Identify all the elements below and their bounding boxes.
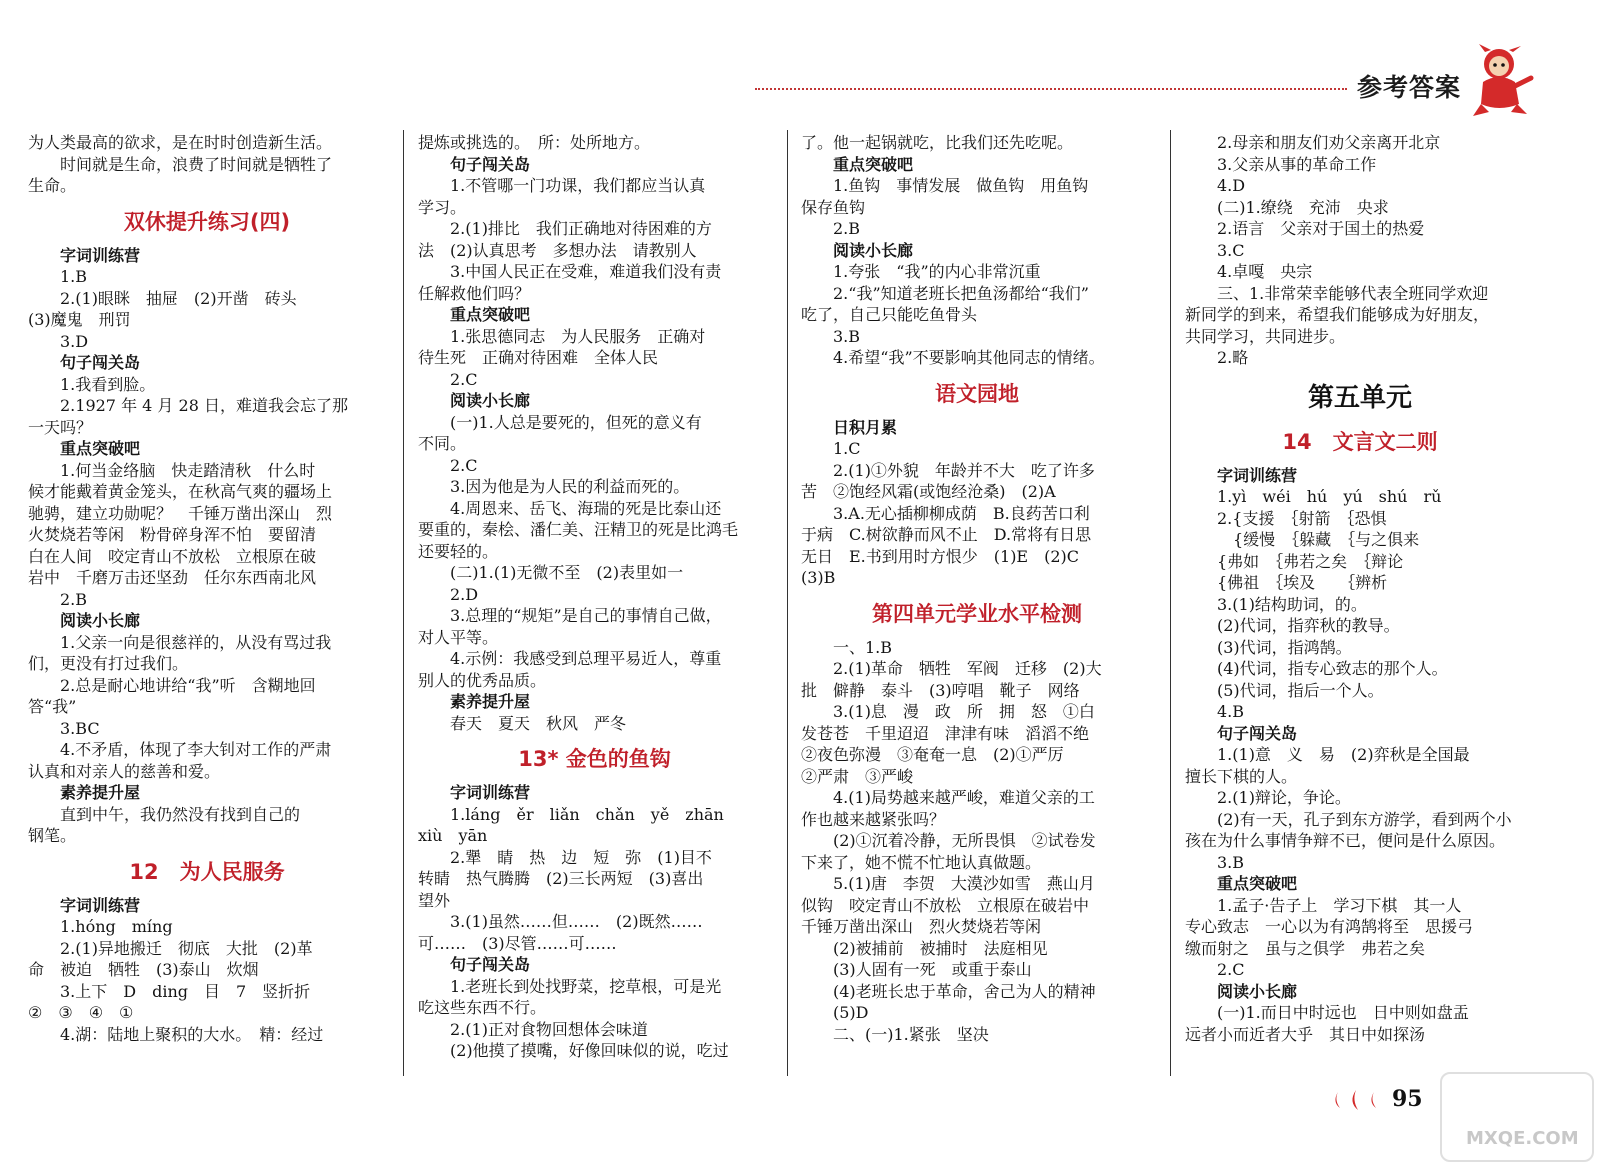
- answer-line: (5)D: [833, 1003, 869, 1022]
- answer-line: xiù yān: [418, 826, 488, 845]
- answer-line: 对人平等。: [418, 627, 499, 647]
- subsection-heading: 素养提升屋: [450, 692, 531, 711]
- answer-line: 火焚烧若等闲 粉骨碎身浑不怕 要留清: [28, 525, 317, 544]
- section-heading: 14 文言文二则: [1282, 429, 1438, 454]
- answer-line: 3.因为他是为人民的利益而死的。: [450, 477, 690, 496]
- answer-line: 似钩 咬定青山不放松 立根原在破岩中: [801, 895, 1090, 915]
- answer-line: 3.C: [1217, 240, 1245, 260]
- answer-line: 1.(1)意 义 易 (2)弈秋是全国最: [1217, 745, 1470, 764]
- answer-line: 2.母亲和朋友们劝父亲离开北京: [1217, 133, 1441, 152]
- answer-line: (2)有一天，孔子到东方游学，看到两个小: [1217, 809, 1512, 829]
- subsection-heading: 字词训练营: [60, 895, 141, 915]
- answer-line: 2.(1)排比 我们正确地对待困难的方: [450, 219, 712, 238]
- answer-line: (5)代词，指后一个人。: [1217, 680, 1384, 700]
- section-heading: 语文园地: [935, 381, 1019, 406]
- answer-line: 一、1.B: [833, 637, 893, 657]
- answer-line: 转睛 热气腾腾 (2)三长两短 (3)喜出: [418, 869, 704, 888]
- answer-column-3: [801, 132, 1153, 1072]
- answer-line: 吃了，自己只能吃鱼骨头: [801, 305, 978, 324]
- answer-line: 待生死 正确对待困难 全体人民: [418, 348, 659, 367]
- answer-line: 1.何当金络脑 快走踏清秋 什么时: [60, 460, 316, 480]
- answer-line: (2)被捕前 被捕时 法庭相见: [833, 938, 1048, 958]
- answer-line: 了。他一起锅就吃，比我们还先吃呢。: [801, 133, 1074, 152]
- answer-line: (二)1.缭绕 充沛 央求: [1217, 197, 1389, 217]
- answer-line: (2)①沉着冷静，无所畏惧 ②试卷发: [833, 831, 1096, 850]
- subsection-heading: 素养提升屋: [60, 783, 141, 802]
- answer-line: 2.语言 父亲对于国土的热爱: [1217, 219, 1425, 238]
- subsection-heading: 字词训练营: [450, 783, 531, 802]
- unit-heading: 第五单元: [1307, 382, 1412, 413]
- answer-line: 保存鱼钩: [801, 197, 866, 217]
- answer-line: 三、1.非常荣幸能够代表全班同学欢迎: [1217, 283, 1489, 303]
- answer-line: 们，更没有打过我们。: [28, 654, 189, 673]
- subsection-heading: 阅读小长廊: [450, 391, 531, 410]
- answer-line: 苦 ②饱经风霜(或饱经沧桑) (2)A: [801, 482, 1056, 501]
- answer-line: 2.(1)革命 牺牲 军阀 迁移 (2)大: [833, 659, 1102, 678]
- subsection-heading: 阅读小长廊: [1217, 981, 1298, 1001]
- answer-line: 1.孟子·告子上 学习下棋 其一人: [1217, 895, 1462, 915]
- answer-line: 5.(1)唐 李贺 大漠沙如雪 燕山月: [833, 874, 1095, 893]
- answer-line: (二)1.(1)无微不至 (2)表里如一: [450, 563, 684, 582]
- answer-line: 望外: [418, 890, 451, 910]
- answer-line: 生命。: [28, 176, 77, 195]
- answer-line: (2)代词，指弈秋的教导。: [1217, 616, 1400, 635]
- subsection-heading: 日积月累: [833, 417, 898, 437]
- subsection-heading: 字词训练营: [60, 245, 141, 265]
- subsection-heading: 重点突破吧: [1217, 874, 1298, 893]
- answer-line: 3.上下 D ding 目 7 竖折折: [60, 981, 311, 1001]
- answer-line: 远者小而近者大乎 其日中如探汤: [1185, 1024, 1426, 1044]
- moon-decoration-icon: [1330, 1086, 1384, 1112]
- answer-column-2: [418, 132, 771, 1072]
- section-heading: 13* 金色的鱼钩: [518, 747, 671, 771]
- answer-line: (3)代词，指鸿鹄。: [1217, 637, 1352, 657]
- answer-line: {弗如 ｛弗若之矣 ｛辩论: [1217, 551, 1404, 571]
- answer-line: 于病 C.树欲静而风不止 D.常将有日思: [801, 525, 1092, 544]
- answer-line: 提炼或挑选的。 所：处所地方。: [418, 133, 651, 152]
- answer-line: (4)老班长忠于革命，舍己为人的精神: [833, 981, 1096, 1001]
- answer-line: ②夜色弥漫 ③奄奄一息 (2)①严厉: [801, 745, 1064, 764]
- subsection-heading: 重点突破吧: [450, 305, 531, 324]
- answer-line: 1.hóng míng: [60, 917, 173, 936]
- answer-line: 1.C: [833, 439, 861, 458]
- answer-line: 4.D: [1217, 176, 1246, 195]
- answer-column-4: [1185, 132, 1535, 1072]
- header-divider: [755, 88, 1347, 90]
- answer-line: 4.示例：我感受到总理平易近人，尊重: [450, 649, 722, 668]
- answer-line: 1.张思德同志 为人民服务 正确对: [450, 326, 706, 346]
- answer-line: 发苍苍 千里迢迢 津津有味 滔滔不绝: [801, 723, 1090, 743]
- answer-line: 孩在为什么事情争辩不已，便问是什么原因。: [1185, 831, 1506, 850]
- answer-line: 吃这些东西不行。: [418, 998, 547, 1017]
- mascot-icon: [1465, 42, 1535, 120]
- answer-line: 认真和对亲人的慈善和爱。: [28, 761, 221, 781]
- answer-line: 新同学的到来，希望我们能够成为好朋友，: [1185, 305, 1490, 324]
- answer-line: 2.(1)眼眯 抽屉 (2)开凿 砖头: [60, 288, 297, 308]
- answer-line: 钢笔。: [28, 826, 77, 845]
- answer-line: 任解救他们吗？: [418, 283, 531, 303]
- answer-line: 为人类最高的欲求，是在时时创造新生活。: [28, 133, 333, 152]
- answer-line: 2.(1)正对食物回想体会味道: [450, 1019, 648, 1039]
- subsection-heading: 句子闯关岛: [60, 353, 141, 372]
- answer-line: 千锤万凿出深山 烈火焚烧若等闲: [801, 917, 1042, 936]
- answer-line: 2.B: [833, 219, 861, 238]
- answer-line: 2.{支援 ｛射箭 ｛恐惧: [1217, 508, 1387, 528]
- subsection-heading: 阅读小长廊: [833, 240, 914, 260]
- answer-line: 白在人间 咬定青山不放松 立根原在破: [28, 546, 317, 566]
- answer-line: (4)代词，指专心致志的那个人。: [1217, 659, 1448, 678]
- answer-line: (一)1.而日中时远也 日中则如盘盂: [1217, 1003, 1469, 1022]
- answer-line: 作也越来越紧张吗？: [801, 809, 946, 829]
- answer-line: 春天 夏天 秋风 严冬: [450, 713, 627, 733]
- answer-line: 共同学习，共同进步。: [1185, 326, 1346, 346]
- answer-line: 1.yì wéi hú yú shú rǔ: [1217, 487, 1442, 506]
- answer-line: 时间就是生命，浪费了时间就是牺牲了: [60, 154, 333, 174]
- answer-column-1: [28, 132, 386, 1072]
- answer-line: (一)1.人总是要死的，但死的意义有: [450, 412, 702, 432]
- column-divider-2: [787, 130, 788, 1076]
- answer-line: 法 (2)认真思考 多想办法 请教别人: [418, 240, 697, 260]
- answer-line: 3.D: [60, 331, 89, 351]
- answer-line: 二、(一)1.紧张 坚决: [833, 1024, 989, 1044]
- answer-line: 还要轻的。: [418, 541, 499, 561]
- subsection-heading: 句子闯关岛: [1217, 723, 1298, 743]
- answer-line: 4.希望“我”不要影响其他同志的情绪。: [833, 348, 1105, 367]
- answer-line: 答“我”: [28, 697, 77, 716]
- answer-line: 可…… (3)尽管……可……: [418, 933, 617, 953]
- answer-line: 1.夸张 “我”的内心非常沉重: [833, 262, 1041, 281]
- answer-line: 2.1927 年 4 月 28 日，难道我会忘了那: [60, 396, 348, 415]
- answer-line: 2.(1)异地搬迁 彻底 大批 (2)革: [60, 938, 313, 958]
- watermark-text: MXQE.COM: [1466, 1128, 1579, 1149]
- subsection-heading: 字词训练营: [1217, 465, 1298, 485]
- answer-line: 专心致志 一心以为有鸿鹄将至 思援弓: [1185, 917, 1474, 936]
- section-heading: 第四单元学业水平检测: [872, 601, 1082, 626]
- answer-line: 4.(1)局势越来越严峻，难道父亲的工: [833, 788, 1095, 807]
- answer-line: 3.BC: [60, 718, 100, 738]
- subsection-heading: 阅读小长廊: [60, 611, 141, 630]
- answer-line: 一天吗？: [28, 417, 93, 437]
- answer-line: 3.(1)虽然……但…… (2)既然……: [450, 912, 703, 931]
- answer-line: 4.卓嘎 央宗: [1217, 262, 1313, 281]
- answer-line: 3.B: [1217, 852, 1245, 872]
- answer-line: 岩中 千磨万击还坚劲 任尔东西南北风: [28, 568, 317, 587]
- answer-line: 2.C: [450, 369, 478, 389]
- answer-line: 1.老班长到处找野菜，挖草根，可是光: [450, 976, 722, 996]
- subsection-heading: 重点突破吧: [833, 154, 914, 174]
- subsection-heading: 句子闯关岛: [450, 955, 531, 974]
- answer-line: (2)他摸了摸嘴，好像回味似的说，吃过: [450, 1041, 729, 1060]
- answer-line: 别人的优秀品质。: [418, 670, 547, 690]
- answer-line: 3.(1)结构助词，的。: [1217, 594, 1367, 614]
- answer-line: 3.A.无心插柳柳成荫 B.良药苦口利: [833, 503, 1090, 523]
- answer-line: 1.鱼钩 事情发展 做鱼钩 用鱼钩: [833, 176, 1089, 195]
- answer-line: ② ③ ④ ①: [28, 1003, 134, 1022]
- answer-line: 下来了，她不慌不忙地认真做题。: [801, 852, 1042, 872]
- answer-line: 要重的，秦桧、潘仁美、汪精卫的死是比鸿毛: [418, 520, 739, 539]
- answer-line: {佛祖 ｛埃及 ｛辨析: [1217, 573, 1388, 592]
- answer-line: 1.父亲一向是很慈祥的，从没有骂过我: [60, 632, 332, 652]
- answer-line: 4.不矛盾，体现了李大钊对工作的严肃: [60, 740, 332, 759]
- answer-line: 2.(1)辩论，争论。: [1217, 788, 1351, 807]
- answer-line: 候才能戴着黄金笼头，在秋高气爽的疆场上: [28, 482, 333, 501]
- answer-line: 2.“我”知道老班长把鱼汤都给“我们”: [833, 283, 1089, 303]
- answer-line: (3)魔鬼 刑罚: [28, 310, 131, 329]
- page-number: 95: [1392, 1086, 1423, 1112]
- answer-line: 批 僻静 泰斗 (3)哼唱 靴子 网络: [801, 680, 1080, 700]
- section-heading: 12 为人民服务: [129, 859, 285, 884]
- answer-line: 4.B: [1217, 702, 1245, 721]
- answer-line: 驰骋，建立功勋呢？ 千锤万凿出深山 烈: [28, 503, 333, 523]
- answer-line: 4.周恩来、岳飞、海瑞的死是比泰山还: [450, 498, 722, 518]
- answer-line: 3.总理的“规矩”是自己的事情自己做，: [450, 606, 722, 625]
- column-divider-1: [403, 130, 404, 1076]
- section-heading: 双休提升练习(四): [123, 209, 291, 234]
- column-divider-3: [1170, 130, 1171, 1076]
- answer-line: 2.B: [60, 589, 88, 609]
- answer-line: ②严肃 ③严峻: [801, 766, 914, 786]
- answer-line: 缴而射之 虽与之俱学 弗若之矣: [1185, 938, 1426, 958]
- answer-line: 3.中国人民正在受难，难道我们没有责: [450, 262, 722, 281]
- answer-line: 2.总是耐心地讲给“我”听 含糊地回: [60, 675, 316, 695]
- answer-line: 2.D: [450, 584, 479, 604]
- answer-line: 命 被迫 牺牲 (3)泰山 炊烟: [28, 960, 259, 979]
- answer-line: (3)人固有一死 或重于泰山: [833, 960, 1032, 979]
- answer-line: 1.不管哪一门功课，我们都应当认真: [450, 176, 706, 195]
- answer-line: 1.我看到脸。: [60, 374, 156, 394]
- answer-line: 1.B: [60, 267, 88, 286]
- answer-line: 学习。: [418, 197, 467, 217]
- answer-line: 2.C: [1217, 960, 1245, 979]
- answer-line: 3.父亲从事的革命工作: [1217, 154, 1377, 174]
- answer-line: {缓慢 ｛躲藏 ｛与之俱来: [1217, 530, 1420, 549]
- subsection-heading: 句子闯关岛: [450, 154, 531, 174]
- answer-line: 2.略: [1217, 348, 1249, 367]
- answer-line: (3)B: [801, 568, 836, 587]
- answer-line: 2.C: [450, 455, 478, 475]
- answer-line: 2.犟 睛 热 边 短 弥 (1)目不: [450, 847, 712, 867]
- answer-line: 2.(1)①外貌 年龄并不大 吃了许多: [833, 460, 1095, 480]
- subsection-heading: 重点突破吧: [60, 439, 141, 458]
- answer-line: 3.B: [833, 326, 861, 346]
- answer-line: 3.(1)息 漫 政 所 拥 怒 ①白: [833, 702, 1095, 721]
- answer-line: 无日 E.书到用时方恨少 (1)E (2)C: [801, 546, 1080, 566]
- answer-line: 擅长下棋的人。: [1185, 766, 1298, 786]
- answer-line: 不同。: [418, 434, 467, 453]
- answer-line: 4.湖：陆地上聚积的大水。 精：经过: [60, 1024, 324, 1044]
- answer-line: 直到中午，我仍然没有找到自己的: [60, 804, 301, 824]
- header-title: 参考答案: [1357, 73, 1462, 102]
- answer-line: 1.láng ěr liǎn chǎn yě zhān: [450, 804, 724, 824]
